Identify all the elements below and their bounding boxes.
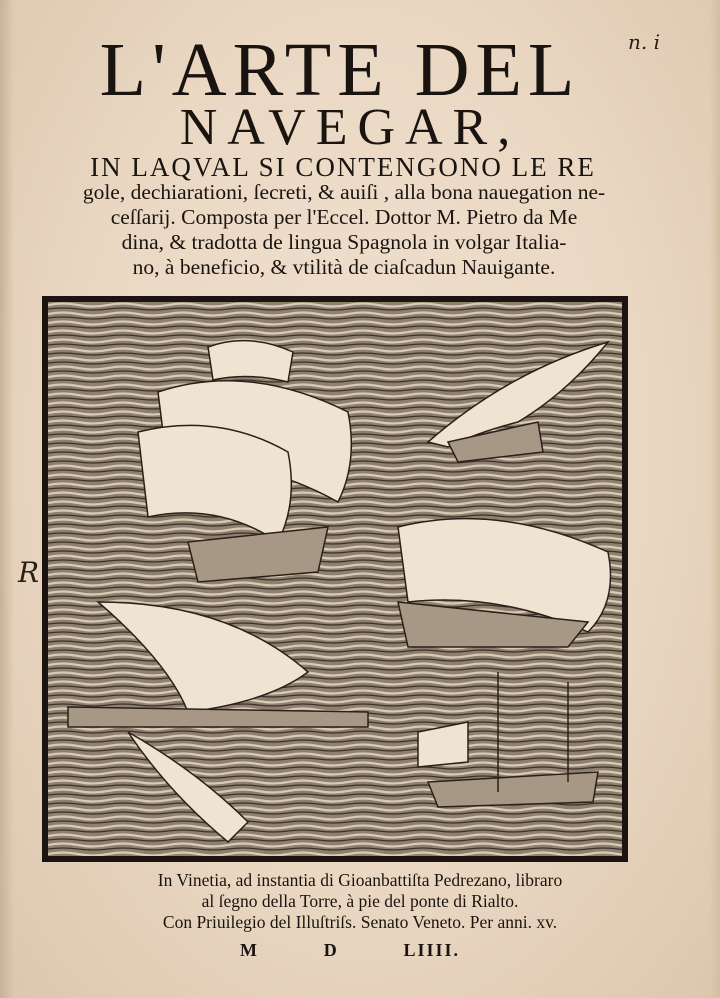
ships-at-sea-image (48, 302, 622, 856)
imprint (80, 870, 640, 933)
imprint-line: Con Priuilegio del Illuſtriſs. Senato Veneto. Per anni. xv. (162, 912, 558, 932)
subtitle-line: IN LAQVAL SI CONTENGONO LE RE (90, 152, 596, 182)
imprint-line: al ſegno della Torre, à pie del ponte di Rialto. (201, 891, 519, 911)
description-line: ceſſarij. Composta per l'Eccel. Dottor M. Pietro da Me (110, 205, 578, 229)
imprint-line: In Vinetia, ad instantia di Gioanbattiſta Pedrezano, libraro (157, 870, 563, 890)
date-part: M (240, 940, 259, 960)
signature-mark: n. i (628, 30, 660, 54)
margin-annotation: R (18, 556, 40, 589)
date-part: LIIII. (403, 940, 460, 960)
description-line: no, à beneficio, & vtilità de ciaſcadun Nauigante. (132, 255, 556, 279)
date-part: D (323, 940, 339, 960)
description-text (44, 180, 644, 280)
publication-date (240, 940, 460, 961)
woodcut-illustration (42, 296, 628, 862)
title-line-1: L'ARTE DEL (99, 28, 581, 112)
description-line: gole, dechiarationi, ſecreti, & auiſi , alla bona nauegation ne- (82, 180, 606, 204)
description-line: dina, & tradotta de lingua Spagnola in volgar Italia- (121, 230, 567, 254)
title-line-2: NAVEGAR, (179, 99, 521, 156)
